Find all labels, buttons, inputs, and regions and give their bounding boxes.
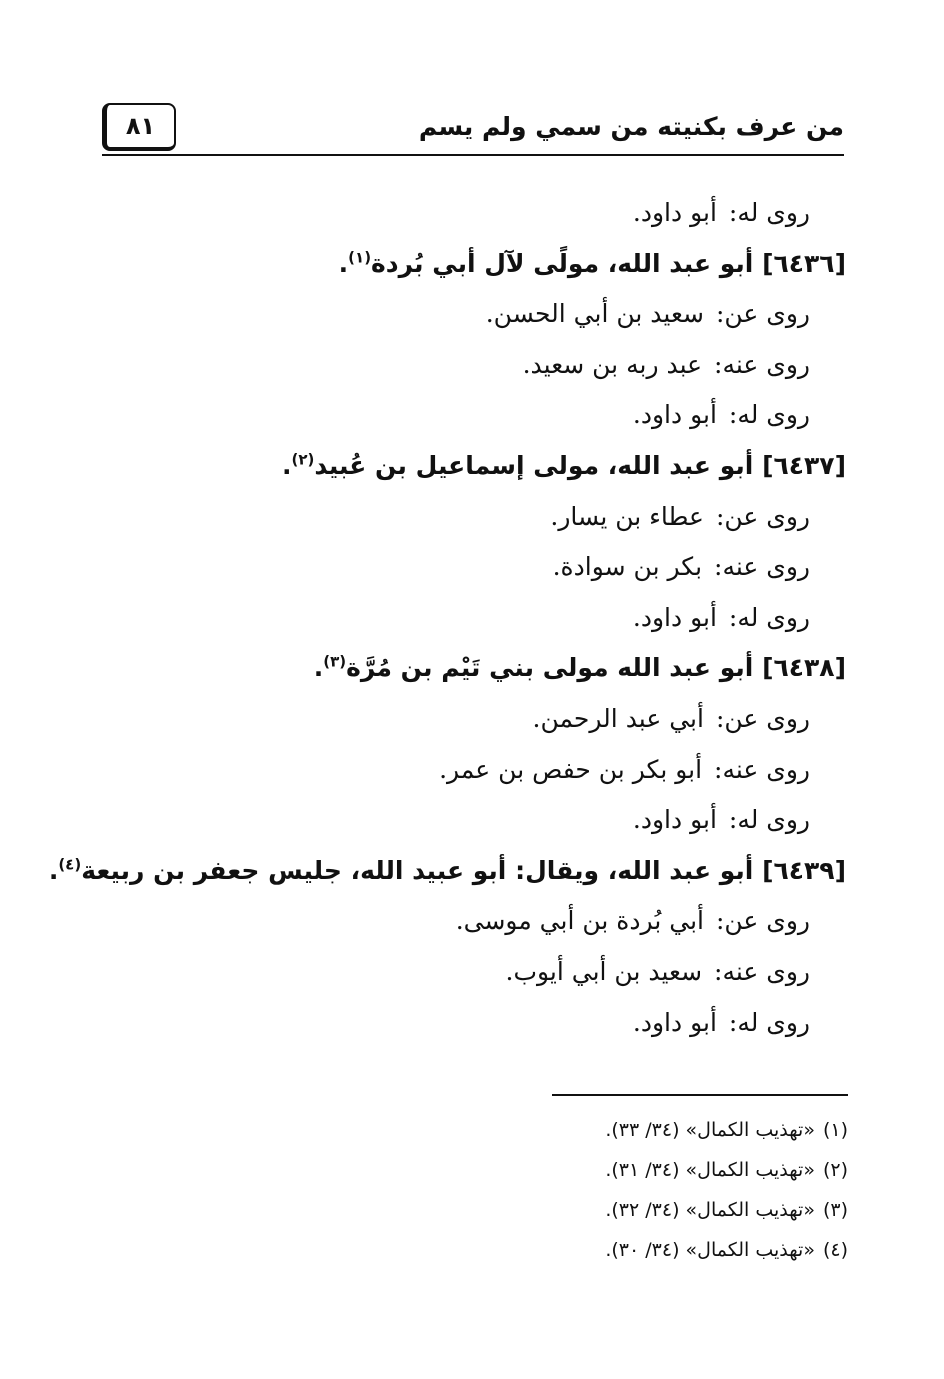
narration-line — [86, 694, 846, 745]
narration-text: أبو داود. — [632, 602, 717, 632]
narration-line — [86, 542, 846, 593]
entry-heading — [48, 846, 846, 897]
narration-line — [86, 340, 846, 391]
entry-number: [٦٤٣٨] — [762, 653, 846, 683]
narration-text: أبي بُردة بن أبي موسى. — [455, 906, 704, 936]
narration-text: عبد ربه بن سعيد. — [522, 349, 703, 379]
narration-line — [86, 390, 846, 441]
narration-text: أبو بكر بن حفص بن عمر. — [439, 754, 703, 784]
narration-line — [86, 188, 846, 239]
narration-text: سعيد بن أبي أيوب. — [505, 956, 703, 986]
footnote-text: «تهذيب الكمال» (٣٤/ ٣١). — [605, 1159, 815, 1181]
narration-label: روى عن: — [715, 906, 810, 936]
narration-label: روى له: — [728, 602, 810, 632]
entry-number: [٦٤٣٩] — [762, 855, 846, 885]
running-title: من عرف بكنيته من سمي ولم يسم — [418, 112, 844, 141]
footnote-number: (٣) — [822, 1199, 848, 1221]
narration-line — [86, 795, 846, 846]
narration-text: أبو داود. — [632, 805, 717, 835]
narration-label: روى عنه: — [714, 754, 810, 784]
narration-label: روى عن: — [715, 501, 810, 531]
entry-end: . — [313, 653, 324, 683]
narration-line — [86, 492, 846, 543]
footnotes — [488, 1110, 848, 1270]
header-rule — [102, 154, 844, 156]
narration-label: روى له: — [728, 198, 810, 227]
entry-end: . — [48, 855, 59, 885]
footnote-line — [488, 1110, 848, 1150]
entry-heading — [86, 643, 846, 694]
narration-text: أبو داود. — [632, 198, 717, 227]
entry-heading — [86, 441, 846, 492]
footnote-line — [488, 1150, 848, 1190]
footnote-text: «تهذيب الكمال» (٣٤/ ٣٣). — [605, 1119, 815, 1141]
footnote-text: «تهذيب الكمال» (٣٤/ ٣٢). — [605, 1199, 815, 1221]
page-number: ٨١ — [125, 112, 156, 140]
narration-line — [86, 593, 846, 644]
narration-line — [86, 998, 846, 1049]
footnote-marker: (١) — [348, 248, 372, 267]
narration-label: روى عن: — [715, 703, 810, 733]
footnote-line — [488, 1230, 848, 1270]
narration-text: عطاء بن يسار. — [550, 501, 704, 531]
narration-text: بكر بن سوادة. — [552, 552, 703, 582]
entry-name: أبو عبد الله، ويقال: أبو عبيد الله، جليس جعفر بن ربيعة — [81, 855, 754, 885]
narration-text: أبي عبد الرحمن. — [532, 703, 704, 733]
main-text — [48, 188, 846, 1048]
narration-label: روى له: — [728, 805, 810, 835]
footnote-text: «تهذيب الكمال» (٣٤/ ٣٠). — [605, 1239, 815, 1261]
footnote-number: (٢) — [822, 1159, 848, 1181]
entry-number: [٦٤٣٦] — [762, 248, 846, 278]
footnote-number: (١) — [822, 1119, 848, 1141]
narration-label: روى عنه: — [714, 552, 810, 582]
footnote-number: (٤) — [822, 1239, 848, 1261]
narration-line — [86, 745, 846, 796]
narration-line — [86, 896, 846, 947]
entry-name: أبو عبد الله، مولى إسماعيل بن عُبيد — [314, 450, 754, 480]
narration-line — [86, 289, 846, 340]
narration-label: روى عنه: — [714, 956, 810, 986]
narration-label: روى له: — [728, 400, 810, 430]
footnote-marker: (٤) — [58, 855, 82, 874]
narration-line — [86, 947, 846, 998]
entry-end: . — [282, 450, 292, 480]
page-number-box — [102, 103, 176, 151]
entry-end: . — [338, 248, 349, 278]
footnote-marker: (٢) — [291, 450, 315, 469]
footnote-rule — [552, 1094, 848, 1096]
narration-text: أبو داود. — [632, 400, 717, 430]
narration-label: روى عن: — [715, 299, 810, 329]
footnote-marker: (٣) — [323, 653, 347, 672]
entry-name: أبو عبد الله مولى بني تَيْم بن مُرَّة — [346, 653, 754, 683]
entry-heading — [86, 239, 846, 290]
narration-label: روى عنه: — [714, 349, 810, 379]
narration-label: روى له: — [728, 1007, 810, 1037]
entry-name: أبو عبد الله، مولًى لآل أبي بُردة — [371, 248, 754, 278]
narration-text: سعيد بن أبي الحسن. — [485, 299, 704, 329]
footnote-line — [488, 1190, 848, 1230]
entry-number: [٦٤٣٧] — [762, 450, 846, 480]
narration-text: أبو داود. — [632, 1007, 717, 1037]
